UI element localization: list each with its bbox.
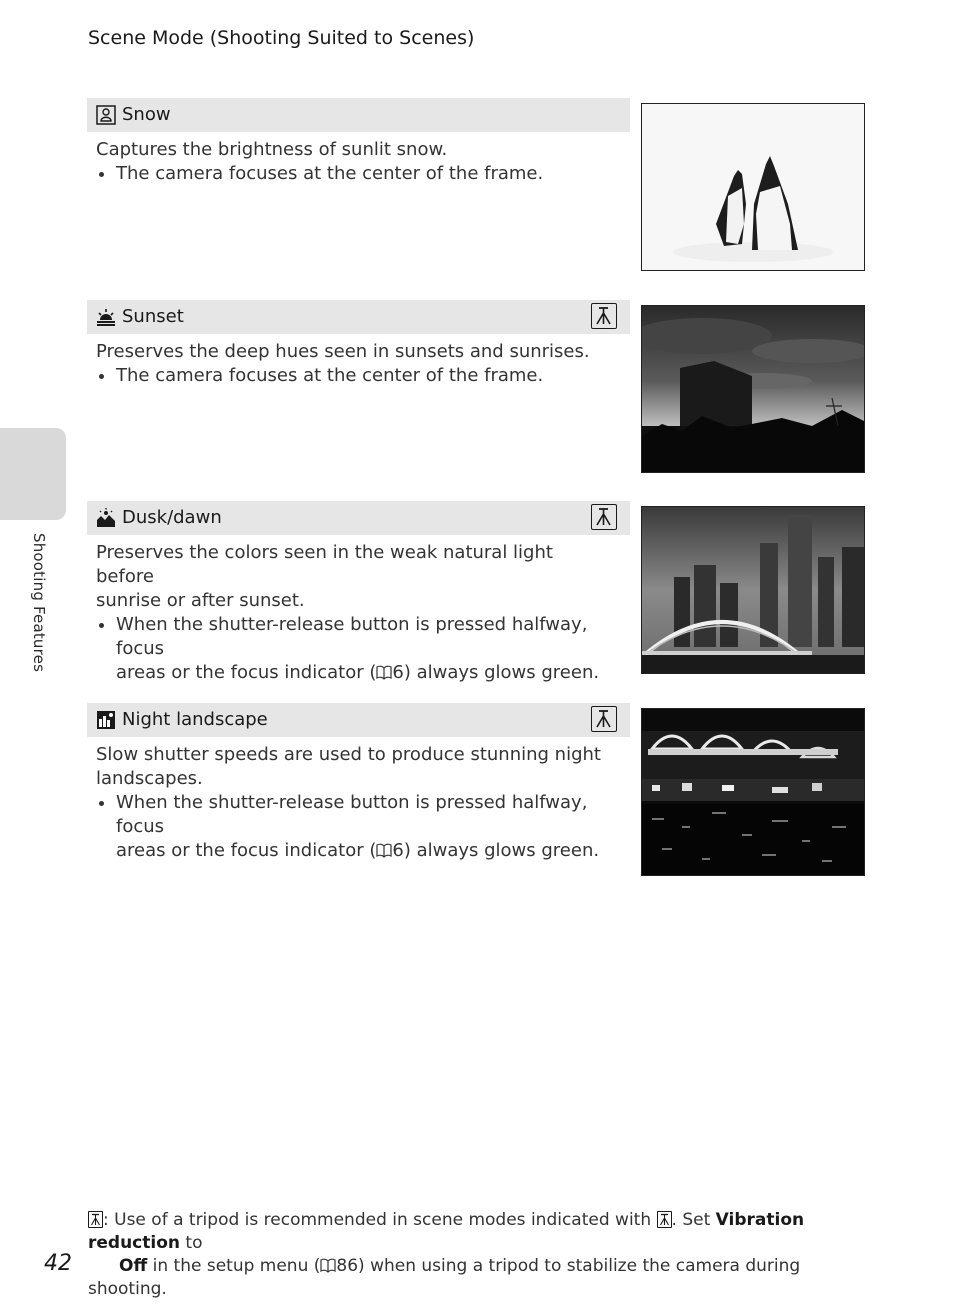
off-label: Off [119, 1256, 148, 1276]
section-title-bar [87, 501, 630, 535]
section-title: Sunset [122, 306, 184, 327]
tripod-icon [657, 1211, 672, 1228]
page-header: Scene Mode (Shooting Suited to Scenes) [88, 27, 475, 49]
sunset-city-photo [641, 305, 865, 473]
snow-mode-icon [96, 105, 116, 125]
dusk-dawn-section [87, 501, 865, 683]
section-description [96, 138, 616, 186]
section-description [96, 340, 616, 388]
bullet-text: The camera focuses at the center of the frame. [96, 364, 616, 388]
tripod-icon [591, 303, 617, 329]
dusk-city-bridge-photo [641, 506, 865, 674]
description-text: Captures the brightness of sunlit snow. [96, 139, 448, 160]
section-title: Dusk/dawn [122, 507, 222, 528]
bullet-text: The camera focuses at the center of the frame. [96, 162, 616, 186]
bullet-text: When the shutter-release button is pressed halfway, focus areas or the focus indicator ( 6) always glows green. [96, 613, 616, 685]
sunset-section [87, 300, 865, 475]
section-title-bar [87, 703, 630, 737]
night-riverside-photo [641, 708, 865, 876]
tripod-icon [88, 1211, 103, 1228]
page-number: 42 [44, 1251, 72, 1276]
night-landscape-mode-icon [96, 710, 116, 730]
snow-section [87, 98, 865, 273]
dusk-dawn-mode-icon [96, 508, 116, 528]
tripod-footnote: : Use of a tripod is recommended in scene modes indicated with . Set Vibration reduction to Off in the setup menu ( 86) when using a tripod to stabilize the camera during shooting. [88, 1210, 805, 1299]
section-title: Snow [122, 104, 171, 125]
section-title: Night landscape [122, 709, 268, 730]
book-reference-icon [376, 663, 392, 679]
snow-penguins-photo [641, 103, 865, 271]
chapter-label: Shooting Features [30, 533, 48, 673]
book-reference-icon [376, 841, 392, 857]
tripod-icon [591, 504, 617, 530]
book-reference-icon [320, 1257, 336, 1273]
sunset-mode-icon [96, 307, 116, 327]
tripod-icon [591, 706, 617, 732]
description-text: Slow shutter speeds are used to produce stunning night landscapes. [96, 744, 601, 789]
section-description [96, 743, 616, 863]
section-title-bar [87, 300, 630, 334]
night-landscape-section [87, 703, 865, 878]
description-text: Preserves the colors seen in the weak natural light before sunrise or after sunset. [96, 542, 553, 611]
description-text: Preserves the deep hues seen in sunsets and sunrises. [96, 341, 590, 362]
vibration-reduction-label: Vibration reduction [88, 1210, 805, 1253]
chapter-tab [0, 428, 66, 520]
section-title-bar [87, 98, 630, 132]
bullet-text: When the shutter-release button is pressed halfway, focus areas or the focus indicator ( 6) always glows green. [96, 791, 616, 863]
section-description [96, 541, 616, 685]
